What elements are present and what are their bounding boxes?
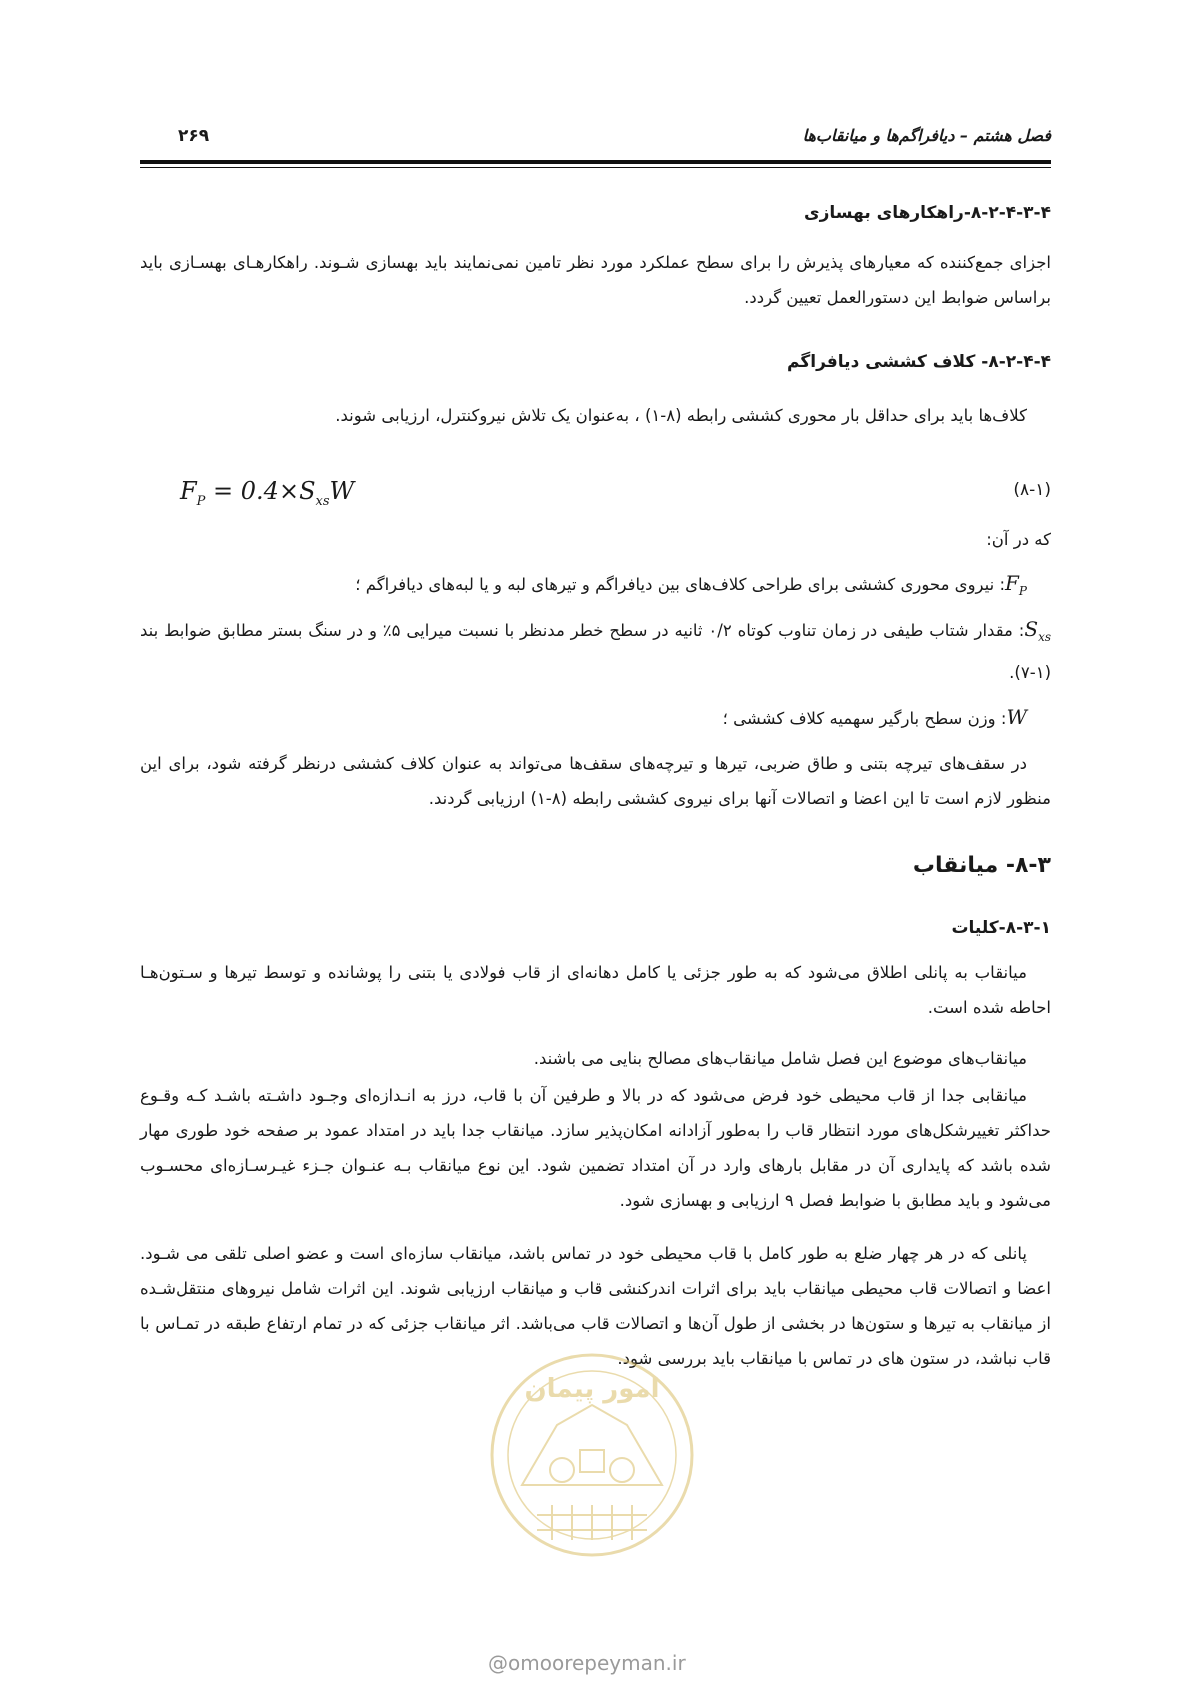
header-rule-thin — [140, 167, 1051, 168]
watermark-text: امور پیمان — [524, 1374, 660, 1404]
subsection-heading-general: ۸-۳-۱-کلیات — [951, 918, 1051, 938]
tie-intro: کلاف‌ها باید برای حداقل بار محوری کششی رابطه (۸-۱) ، به‌عنوان یک تلاش نیروکنترل، ارزیابی شوند. — [335, 406, 1027, 425]
section-heading-retrofit: ۸-۲-۴-۳-۴-راهکارهای بهسازی — [804, 203, 1051, 223]
definition-sxs — [140, 612, 1051, 690]
symbol-w: W — [1006, 705, 1027, 729]
eq-lhs-sub: P — [196, 493, 206, 509]
eq-rhs-sub: xs — [315, 493, 330, 509]
watermark-site: @omoorepeyman.ir — [488, 1651, 686, 1675]
eq-rhs-a: = 0.4×S — [213, 477, 316, 505]
definition-fp — [140, 566, 1051, 609]
tie-closing: در سقف‌های تیرچه بتنی و طاق ضربی، تیرها و تیرچه‌های سقف‌ها می‌تواند به عنوان کلاف کششی درنظر گرفته شود، برای این منظور لازم است تا این اعضا و اتصالات آنها برای نیروی کششی رابطه (۸-۱) ارزیابی گردند. — [140, 754, 1051, 808]
infill-paragraph-4: پانلی که در هر چهار ضلع به طور کامل با قاب محیطی خود در تماس باشد، میانقاب سازه‌ای است و عضو اصلی تلقی می شـود. اعضا و اتصالات قاب محیطی میانقاب باید برای اثرات اندرکنشی قاب و میانقاب ارزیابی شوند. این اثرات شامل نیروهای منتقل‌شـده از میانقاب به تیرها و ستون‌ها در بخشی از طول آن‌ها و اتصالات قاب می‌باشد. اثر میانقاب جزئی که در تمام ارتفاع طبقه در تمـاس با قاب نباشد، در ستون های در تماس با میانقاب باید بررسی شود. — [140, 1244, 1051, 1368]
header-rule-thick — [140, 160, 1051, 164]
section-body-retrofit: اجزای جمع‌کننده که معیارهای پذیرش را برای سطح عملکرد مورد نظر تامین نمی‌نمایند باید بهسازی شـوند. راهکارهـای بهسـازی باید براساس ضوابط این دستورالعمل تعیین گردد. — [140, 253, 1051, 307]
watermark-seal — [482, 1345, 702, 1565]
definition-w — [140, 700, 1051, 736]
symbol-sxs: $S_{xs}$ — [1024, 617, 1051, 644]
definition-w-text: : وزن سطح بارگیر سهمیه کلاف کششی ؛ — [722, 709, 1007, 728]
definition-sxs-text: : مقدار شتاب طیفی در زمان تناوب کوتاه ۰/۲ ثانیه در سطح خطر مدنظر با نسبت میرایی ۵٪ و در سنگ بستر مطابق ضوابط بند (۱-۷). — [140, 621, 1051, 682]
infill-paragraph-1: میانقاب به پانلی اطلاق می‌شود که به طور جزئی یا کامل دهانه‌ای از قاب فولادی یا بتنی را پوشانده و توسط تیرها و سـتون‌هـا احاطه شده است. — [140, 963, 1051, 1017]
infill-paragraph-3: میانقابی جدا از قاب محیطی خود فرض می‌شود که در بالا و طرفین آن با قاب، درز به انـدازه‌ای وجـود داشـته باشـد کـه وقـوع حداکثر تغییرشکل‌های مورد انتظار قاب را به‌طور آزادانه امکان‌پذیر سازد. میانقاب جدا باید در امتداد عمود بر صفحه خود طوری مهار شده باشد که پایداری آن در مقابل بارهای وارد در آن امتداد تضمین شود. این نوع میانقاب بـه عنـوان جـزء غیـرسـازه‌ای محسـوب می‌شود و باید مطابق با ضوابط فصل ۹ ارزیابی و بهسازی شود. — [140, 1086, 1051, 1210]
equation-number: (۸-۱) — [1013, 480, 1051, 500]
eq-lhs: F — [180, 477, 197, 505]
infill-paragraph-2: میانقاب‌های موضوع این فصل شامل میانقاب‌های مصالح بنایی می باشند. — [533, 1049, 1027, 1068]
chapter-title: فصل هشتم – دیافراگم‌ها و میانقاب‌ها — [802, 126, 1051, 145]
eq-rhs-b: W — [329, 477, 355, 505]
definition-fp-text: : نیروی محوری کششی برای طراحی کلاف‌های بین دیافراگم و تیرهای لبه و یا لبه‌های دیافراگم ؛ — [355, 575, 1006, 594]
where-label: که در آن: — [986, 530, 1051, 549]
section-heading-infill: ۸-۳- میانقاب — [912, 853, 1051, 878]
page-header — [140, 126, 1051, 156]
symbol-fp: $F_P$ — [1005, 571, 1027, 598]
page-number: ۲۶۹ — [178, 126, 210, 146]
section-heading-tie: ۸-۲-۴-۴- کلاف کششی دیافراگم — [787, 352, 1051, 372]
equation-8-1 — [180, 477, 354, 509]
